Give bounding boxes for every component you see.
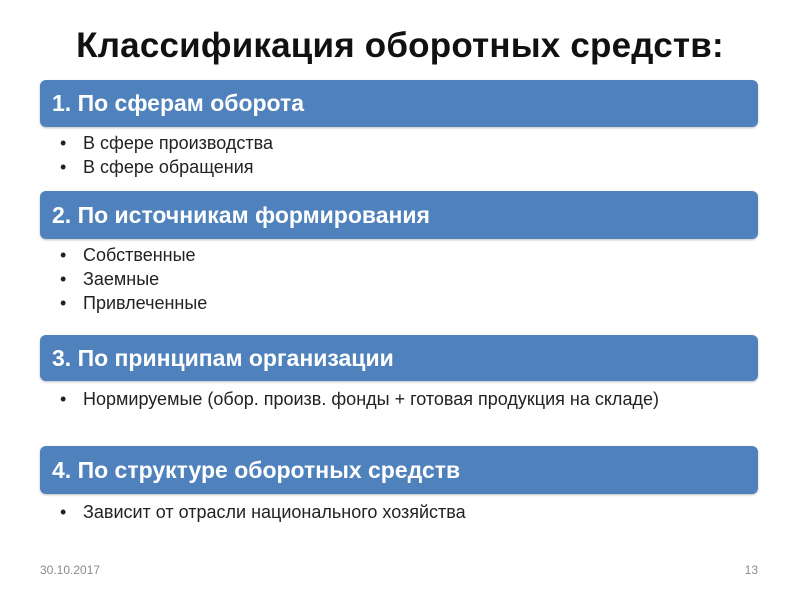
bullet-icon: • [60,293,67,313]
bullet-icon: • [60,245,67,265]
list-item-text: Заемные [83,269,160,289]
list-item-text: Нормируемые (обор. произв. фонды + готовая продукция на складе) [83,389,659,409]
section-3-list [56,387,716,411]
bullet-icon: • [60,269,67,289]
slide-page-number: 13 [744,563,758,577]
list-item-text: В сфере обращения [83,157,254,177]
list-item [56,291,716,315]
list-item-text: Привлеченные [83,293,208,313]
slide-title: Классификация оборотных средств: [76,26,724,65]
list-item-text: Зависит от отрасли национального хозяйства [83,502,466,522]
section-2-header: 2. По источникам формирования [40,191,758,239]
section-1-list [56,131,716,179]
list-item-text: В сфере производства [83,133,274,153]
list-item [56,267,716,291]
bullet-icon: • [60,502,67,522]
list-item [56,155,716,179]
list-item [56,500,716,524]
bullet-icon: • [60,389,67,409]
list-item-text: Собственные [83,245,196,265]
section-2-list [56,243,716,315]
list-item [56,387,716,411]
section-4-list [56,500,716,524]
slide-date: 30.10.2017 [40,563,101,577]
list-item [56,243,716,267]
section-3-header: 3. По принципам организации [40,335,758,381]
bullet-icon: • [60,157,67,177]
list-item [56,131,716,155]
section-1-header: 1. По сферам оборота [40,80,758,127]
bullet-icon: • [60,133,67,153]
section-4-header: 4. По структуре оборотных средств [40,446,758,494]
